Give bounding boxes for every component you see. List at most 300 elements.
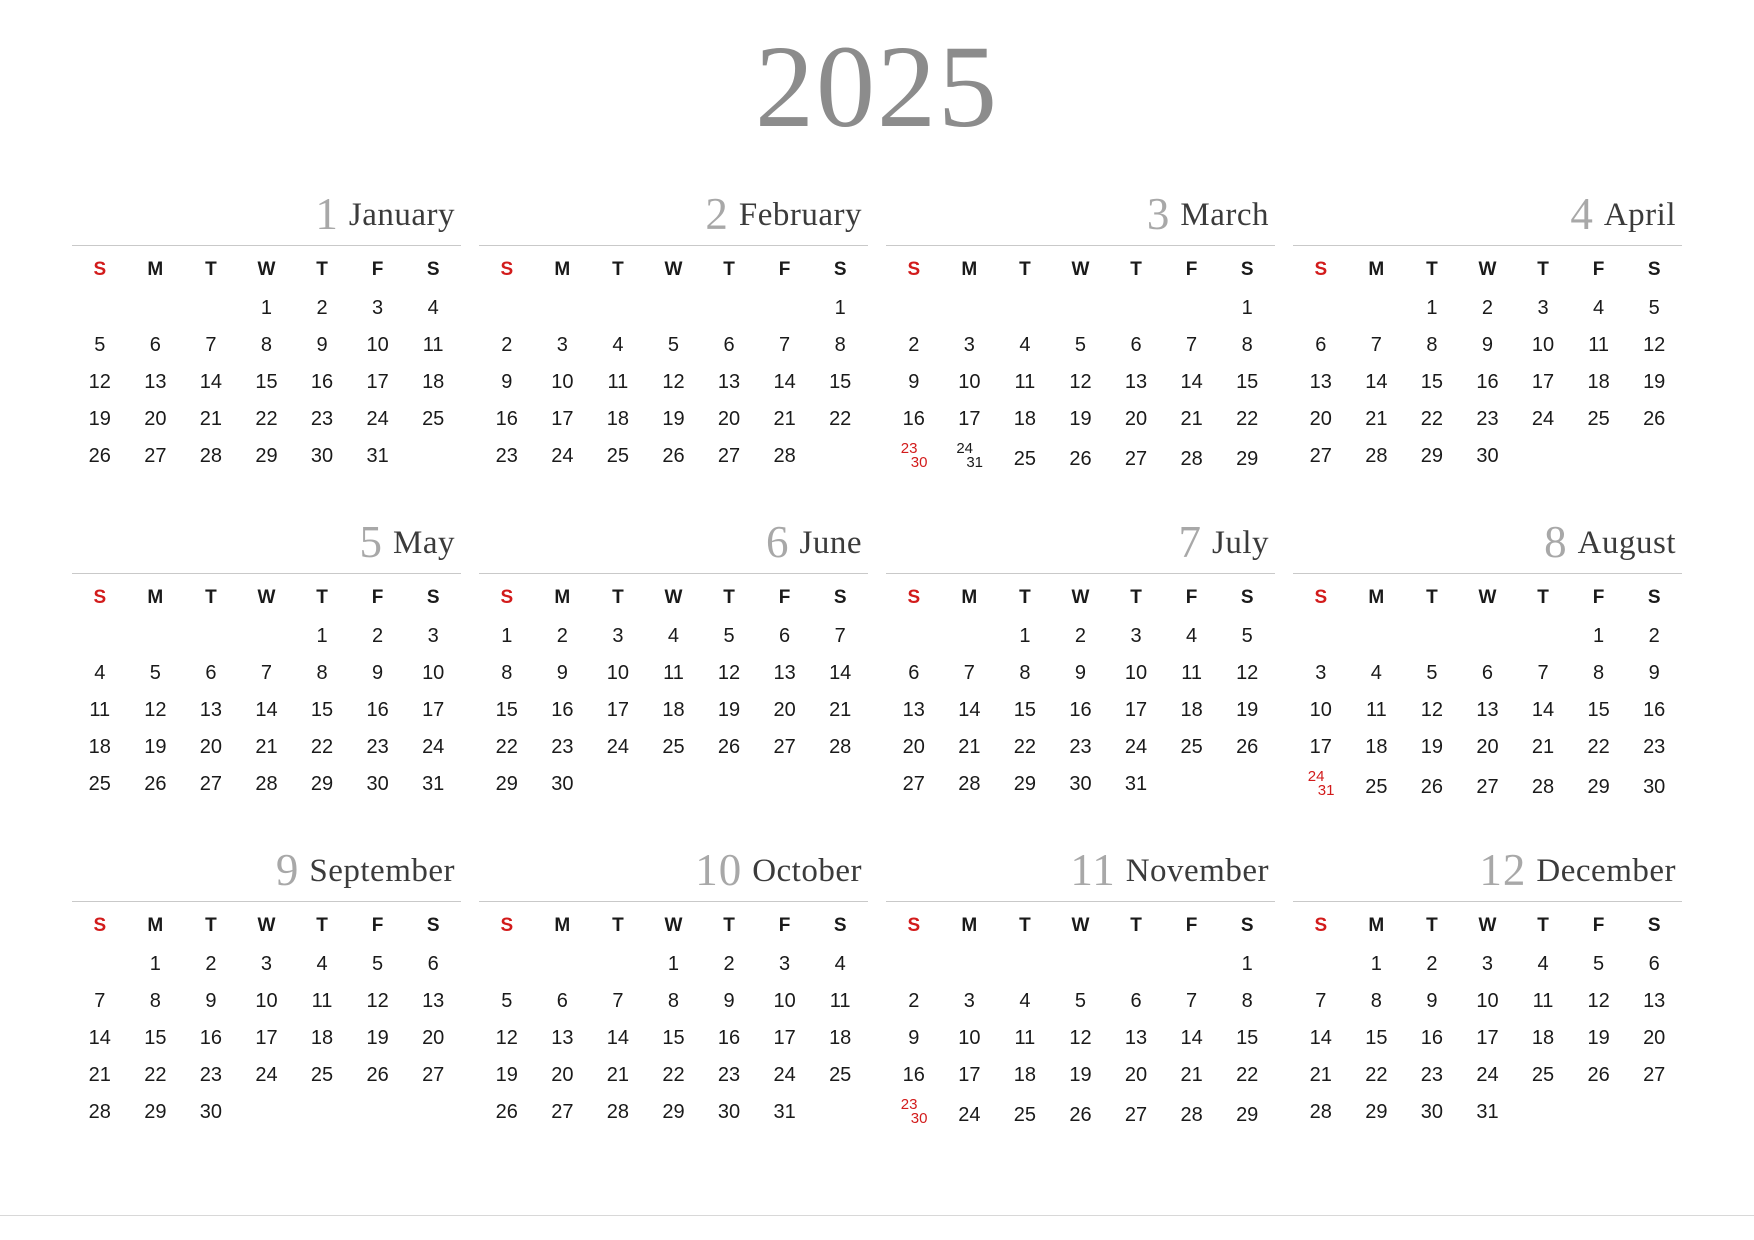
- day-cell[interactable]: 24: [422, 736, 445, 758]
- day-cell[interactable]: 9: [908, 1027, 920, 1049]
- day-cell[interactable]: 20: [551, 1064, 574, 1086]
- day-cell[interactable]: 13: [717, 371, 741, 393]
- day-cell[interactable]: 13: [551, 1027, 574, 1049]
- day-cell[interactable]: 15: [1236, 1027, 1259, 1049]
- day-cell[interactable]: 16: [717, 1027, 741, 1049]
- day-cell[interactable]: 24: [551, 445, 574, 467]
- day-cell[interactable]: 2: [908, 990, 920, 1012]
- day-cell[interactable]: 18: [662, 699, 685, 721]
- day-cell[interactable]: 13: [422, 990, 445, 1012]
- day-cell[interactable]: 25: [662, 736, 685, 758]
- day-cell[interactable]: 31: [422, 773, 445, 795]
- day-cell[interactable]: 1: [1593, 625, 1605, 647]
- day-cell[interactable]: 27: [422, 1064, 445, 1086]
- day-cell[interactable]: 4: [834, 953, 846, 975]
- day-cell[interactable]: 20: [422, 1027, 445, 1049]
- day-cell[interactable]: 19: [717, 699, 741, 721]
- day-cell[interactable]: 23: [366, 736, 389, 758]
- day-cell[interactable]: 29: [1236, 447, 1259, 470]
- day-cell[interactable]: 10: [958, 371, 981, 393]
- day-cell[interactable]: 9: [556, 662, 568, 684]
- day-cell[interactable]: 2: [908, 334, 920, 356]
- day-cell[interactable]: 5: [1074, 334, 1087, 356]
- day-cell[interactable]: 22: [310, 736, 334, 758]
- day-cell[interactable]: [886, 1094, 942, 1136]
- day-cell[interactable]: 6: [1130, 990, 1142, 1012]
- day-cell[interactable]: 8: [260, 334, 273, 356]
- day-cell[interactable]: 29: [1013, 773, 1037, 795]
- day-cell[interactable]: 22: [1420, 408, 1444, 430]
- day-cell[interactable]: 27: [1124, 447, 1148, 470]
- day-cell[interactable]: 11: [1014, 371, 1036, 393]
- day-cell[interactable]: 19: [495, 1064, 518, 1086]
- day-cell[interactable]: 9: [205, 990, 217, 1012]
- day-cell[interactable]: 9: [1426, 990, 1438, 1012]
- day-cell[interactable]: 31: [773, 1101, 796, 1123]
- day-cell[interactable]: 19: [1069, 1064, 1092, 1086]
- day-cell[interactable]: 16: [902, 1064, 925, 1086]
- day-cell[interactable]: 7: [260, 662, 273, 684]
- day-cell[interactable]: 24: [1124, 736, 1148, 758]
- day-cell[interactable]: 7: [612, 990, 624, 1012]
- day-cell[interactable]: 19: [662, 408, 685, 430]
- day-cell[interactable]: 23: [1420, 1064, 1444, 1086]
- day-cell[interactable]: 19: [1420, 736, 1444, 758]
- day-cell[interactable]: 12: [144, 699, 167, 721]
- day-cell[interactable]: 28: [606, 1101, 630, 1123]
- day-cell[interactable]: 13: [144, 371, 167, 393]
- day-cell[interactable]: 29: [662, 1101, 685, 1123]
- day-cell[interactable]: 20: [1124, 408, 1148, 430]
- day-cell[interactable]: 26: [495, 1101, 518, 1123]
- day-cell[interactable]: 13: [199, 699, 223, 721]
- day-cell[interactable]: 11: [1365, 699, 1387, 721]
- day-cell[interactable]: 1: [1370, 953, 1382, 975]
- day-cell[interactable]: 4: [667, 625, 680, 647]
- day-cell[interactable]: 25: [1365, 775, 1388, 798]
- day-cell[interactable]: 8: [1370, 990, 1382, 1012]
- day-cell[interactable]: 26: [1643, 408, 1666, 430]
- day-cell[interactable]: 22: [1013, 736, 1037, 758]
- day-cell[interactable]: 15: [1013, 699, 1037, 721]
- day-cell[interactable]: 20: [1476, 736, 1499, 758]
- day-cell[interactable]: 8: [1426, 334, 1438, 356]
- day-cell[interactable]: 5: [501, 990, 513, 1012]
- day-cell[interactable]: 6: [1130, 334, 1142, 356]
- day-cell[interactable]: 2: [316, 297, 328, 319]
- day-cell[interactable]: 17: [422, 699, 445, 721]
- day-cell[interactable]: 9: [1481, 334, 1494, 356]
- day-cell[interactable]: 5: [372, 953, 384, 975]
- day-cell[interactable]: 10: [422, 662, 445, 684]
- day-cell[interactable]: 7: [1537, 662, 1549, 684]
- day-cell[interactable]: 23: [551, 736, 574, 758]
- day-cell[interactable]: 4: [427, 297, 439, 319]
- day-cell[interactable]: 22: [1236, 408, 1259, 430]
- day-cell[interactable]: 17: [366, 371, 389, 393]
- day-cell[interactable]: 21: [773, 408, 796, 430]
- day-cell[interactable]: 5: [94, 334, 106, 356]
- day-cell[interactable]: 30: [366, 773, 389, 795]
- day-cell[interactable]: 12: [495, 1027, 518, 1049]
- day-cell[interactable]: 10: [1309, 699, 1332, 721]
- day-cell[interactable]: 8: [834, 334, 846, 356]
- day-cell[interactable]: 15: [1420, 371, 1444, 393]
- day-cell[interactable]: 20: [144, 408, 167, 430]
- day-cell[interactable]: [886, 438, 942, 480]
- day-cell[interactable]: 13: [1476, 699, 1499, 721]
- day-cell[interactable]: 1: [834, 297, 846, 319]
- day-cell[interactable]: 8: [316, 662, 328, 684]
- day-cell[interactable]: 25: [1180, 736, 1203, 758]
- day-cell[interactable]: 5: [1593, 953, 1605, 975]
- day-cell[interactable]: 6: [205, 662, 217, 684]
- day-cell[interactable]: 3: [612, 625, 624, 647]
- day-cell[interactable]: 27: [1476, 775, 1499, 798]
- day-cell[interactable]: 9: [316, 334, 328, 356]
- day-cell[interactable]: 27: [144, 445, 167, 467]
- day-cell[interactable]: 26: [1069, 447, 1092, 470]
- day-cell[interactable]: 26: [1236, 736, 1259, 758]
- day-cell[interactable]: 29: [1587, 775, 1610, 798]
- day-cell[interactable]: 16: [1643, 699, 1666, 721]
- day-cell[interactable]: 27: [1309, 445, 1332, 467]
- day-cell[interactable]: 11: [829, 990, 851, 1012]
- day-cell[interactable]: 15: [1365, 1027, 1388, 1049]
- day-cell[interactable]: 17: [1124, 699, 1148, 721]
- day-cell[interactable]: 3: [1481, 953, 1494, 975]
- day-cell[interactable]: 16: [366, 699, 389, 721]
- day-cell[interactable]: 26: [1420, 775, 1444, 798]
- day-cell[interactable]: 18: [1587, 371, 1610, 393]
- day-cell[interactable]: 16: [902, 408, 925, 430]
- day-cell[interactable]: 16: [199, 1027, 223, 1049]
- day-cell[interactable]: 12: [1069, 1027, 1092, 1049]
- day-cell[interactable]: 29: [495, 773, 518, 795]
- day-cell[interactable]: 13: [773, 662, 796, 684]
- day-cell[interactable]: 10: [551, 371, 574, 393]
- day-cell[interactable]: 2: [556, 625, 568, 647]
- day-cell[interactable]: 26: [717, 736, 741, 758]
- day-cell[interactable]: 17: [773, 1027, 796, 1049]
- day-cell[interactable]: 11: [422, 334, 444, 356]
- day-cell[interactable]: 16: [310, 371, 334, 393]
- day-cell[interactable]: 6: [1648, 953, 1660, 975]
- day-cell[interactable]: 21: [1309, 1064, 1332, 1086]
- day-cell[interactable]: 28: [1180, 1103, 1203, 1126]
- day-cell[interactable]: 16: [495, 408, 518, 430]
- day-cell[interactable]: 15: [1236, 371, 1259, 393]
- day-cell[interactable]: 8: [501, 662, 513, 684]
- day-cell[interactable]: 29: [1365, 1101, 1388, 1123]
- day-cell[interactable]: 12: [662, 371, 685, 393]
- day-cell[interactable]: 2: [372, 625, 384, 647]
- day-cell[interactable]: 2: [205, 953, 217, 975]
- day-cell[interactable]: 2: [1481, 297, 1494, 319]
- day-cell[interactable]: 17: [958, 1064, 981, 1086]
- day-cell[interactable]: 27: [1124, 1103, 1148, 1126]
- day-cell[interactable]: 28: [1180, 447, 1203, 470]
- day-cell[interactable]: 28: [958, 773, 981, 795]
- day-cell[interactable]: 15: [495, 699, 518, 721]
- day-cell[interactable]: 5: [1241, 625, 1253, 647]
- day-cell[interactable]: 4: [1019, 990, 1031, 1012]
- day-cell[interactable]: [942, 438, 998, 480]
- day-cell[interactable]: 31: [1124, 773, 1148, 795]
- day-cell[interactable]: 14: [88, 1027, 111, 1049]
- day-cell[interactable]: 30: [717, 1101, 741, 1123]
- day-cell[interactable]: 22: [1365, 1064, 1388, 1086]
- day-cell[interactable]: 18: [1013, 1064, 1037, 1086]
- day-cell[interactable]: 12: [1069, 371, 1092, 393]
- day-cell[interactable]: 30: [1069, 773, 1092, 795]
- day-cell[interactable]: 22: [144, 1064, 167, 1086]
- day-cell[interactable]: 17: [1476, 1027, 1499, 1049]
- day-cell[interactable]: 24: [366, 408, 389, 430]
- day-cell[interactable]: 21: [606, 1064, 630, 1086]
- day-cell[interactable]: 21: [1180, 1064, 1203, 1086]
- day-cell[interactable]: 10: [255, 990, 278, 1012]
- day-cell[interactable]: 14: [1180, 1027, 1203, 1049]
- day-cell[interactable]: 17: [1309, 736, 1332, 758]
- day-cell[interactable]: 15: [255, 371, 278, 393]
- day-cell[interactable]: 30: [551, 773, 574, 795]
- day-cell[interactable]: 29: [310, 773, 334, 795]
- day-cell[interactable]: 1: [667, 953, 680, 975]
- day-cell[interactable]: 3: [260, 953, 273, 975]
- day-cell[interactable]: 17: [1531, 371, 1555, 393]
- day-cell[interactable]: 5: [723, 625, 735, 647]
- day-cell[interactable]: 21: [829, 699, 852, 721]
- day-cell[interactable]: 25: [606, 445, 630, 467]
- day-cell[interactable]: 11: [1014, 1027, 1036, 1049]
- day-cell[interactable]: 13: [1124, 1027, 1148, 1049]
- day-cell[interactable]: 5: [1074, 990, 1087, 1012]
- day-cell[interactable]: 28: [1309, 1101, 1332, 1123]
- day-cell[interactable]: 22: [255, 408, 278, 430]
- day-cell[interactable]: 23: [1643, 736, 1666, 758]
- day-cell[interactable]: 28: [199, 445, 223, 467]
- day-cell[interactable]: 22: [495, 736, 518, 758]
- day-cell[interactable]: 27: [773, 736, 796, 758]
- day-cell[interactable]: 8: [667, 990, 680, 1012]
- day-cell[interactable]: 10: [773, 990, 796, 1012]
- day-cell[interactable]: 3: [427, 625, 439, 647]
- day-cell[interactable]: 16: [1476, 371, 1499, 393]
- day-cell[interactable]: 15: [310, 699, 334, 721]
- day-cell[interactable]: 18: [88, 736, 111, 758]
- day-cell[interactable]: 4: [1537, 953, 1549, 975]
- day-cell[interactable]: 24: [773, 1064, 796, 1086]
- day-cell[interactable]: 11: [607, 371, 629, 393]
- day-cell[interactable]: 20: [902, 736, 925, 758]
- day-cell[interactable]: 9: [372, 662, 384, 684]
- day-cell[interactable]: 23: [1069, 736, 1092, 758]
- day-cell[interactable]: 14: [773, 371, 796, 393]
- day-cell[interactable]: 10: [1531, 334, 1555, 356]
- day-cell[interactable]: 20: [717, 408, 741, 430]
- day-cell[interactable]: 12: [88, 371, 111, 393]
- day-cell[interactable]: 20: [1643, 1027, 1666, 1049]
- day-cell[interactable]: 19: [1069, 408, 1092, 430]
- day-cell[interactable]: 13: [902, 699, 925, 721]
- day-cell[interactable]: 21: [1180, 408, 1203, 430]
- day-cell[interactable]: 23: [1476, 408, 1499, 430]
- day-cell[interactable]: 15: [662, 1027, 685, 1049]
- day-cell[interactable]: 25: [422, 408, 445, 430]
- day-cell[interactable]: 30: [1476, 445, 1499, 467]
- day-cell[interactable]: 8: [1241, 990, 1253, 1012]
- day-cell[interactable]: 13: [1309, 371, 1332, 393]
- day-cell[interactable]: 29: [255, 445, 278, 467]
- day-cell[interactable]: 14: [1180, 371, 1203, 393]
- day-cell[interactable]: 13: [1124, 371, 1148, 393]
- day-cell[interactable]: 4: [612, 334, 624, 356]
- day-cell[interactable]: 26: [144, 773, 167, 795]
- day-cell[interactable]: 1: [1241, 953, 1253, 975]
- day-cell[interactable]: 3: [963, 334, 975, 356]
- day-cell[interactable]: 22: [1587, 736, 1610, 758]
- day-cell[interactable]: 24: [606, 736, 630, 758]
- day-cell[interactable]: 1: [1019, 625, 1031, 647]
- day-cell[interactable]: 24: [255, 1064, 278, 1086]
- day-cell[interactable]: 14: [1365, 371, 1388, 393]
- day-cell[interactable]: 28: [88, 1101, 111, 1123]
- day-cell[interactable]: 3: [556, 334, 568, 356]
- day-cell[interactable]: 9: [1648, 662, 1660, 684]
- day-cell[interactable]: 27: [199, 773, 223, 795]
- day-cell[interactable]: 11: [311, 990, 333, 1012]
- day-cell[interactable]: 27: [717, 445, 741, 467]
- day-cell[interactable]: 12: [1643, 334, 1666, 356]
- day-cell[interactable]: 24: [1476, 1064, 1499, 1086]
- day-cell[interactable]: 6: [1315, 334, 1327, 356]
- day-cell[interactable]: 17: [958, 408, 981, 430]
- day-cell[interactable]: 5: [149, 662, 161, 684]
- day-cell[interactable]: 18: [829, 1027, 852, 1049]
- day-cell[interactable]: 25: [310, 1064, 334, 1086]
- day-cell[interactable]: 19: [1236, 699, 1259, 721]
- day-cell[interactable]: 22: [1236, 1064, 1259, 1086]
- day-cell[interactable]: 2: [1074, 625, 1087, 647]
- day-cell[interactable]: 21: [255, 736, 278, 758]
- day-cell[interactable]: 6: [149, 334, 161, 356]
- day-cell[interactable]: 19: [1643, 371, 1666, 393]
- day-cell[interactable]: 15: [1587, 699, 1610, 721]
- day-cell[interactable]: 2: [723, 953, 735, 975]
- day-cell[interactable]: 12: [366, 990, 389, 1012]
- day-cell[interactable]: 23: [199, 1064, 223, 1086]
- day-cell[interactable]: 5: [1426, 662, 1438, 684]
- day-cell[interactable]: 20: [1309, 408, 1332, 430]
- day-cell[interactable]: 3: [779, 953, 791, 975]
- day-cell[interactable]: 28: [829, 736, 852, 758]
- day-cell[interactable]: 14: [1309, 1027, 1332, 1049]
- day-cell[interactable]: 23: [310, 408, 334, 430]
- day-cell[interactable]: 14: [255, 699, 278, 721]
- day-cell[interactable]: 16: [1069, 699, 1092, 721]
- day-cell[interactable]: 3: [963, 990, 975, 1012]
- day-cell[interactable]: 12: [1420, 699, 1444, 721]
- day-cell[interactable]: 14: [829, 662, 852, 684]
- day-cell[interactable]: 21: [1365, 408, 1388, 430]
- day-cell[interactable]: 7: [1186, 990, 1198, 1012]
- day-cell[interactable]: 2: [1648, 625, 1660, 647]
- day-cell[interactable]: 5: [667, 334, 680, 356]
- day-cell[interactable]: 25: [1013, 1103, 1037, 1126]
- day-cell[interactable]: 7: [834, 625, 846, 647]
- day-cell[interactable]: 16: [551, 699, 574, 721]
- day-cell[interactable]: 28: [1365, 445, 1388, 467]
- day-cell[interactable]: 4: [1593, 297, 1605, 319]
- day-cell[interactable]: 6: [427, 953, 439, 975]
- day-cell[interactable]: 11: [1588, 334, 1609, 356]
- day-cell[interactable]: 1: [501, 625, 513, 647]
- day-cell[interactable]: 26: [1069, 1103, 1092, 1126]
- day-cell[interactable]: 30: [1420, 1101, 1444, 1123]
- day-cell[interactable]: 10: [1476, 990, 1499, 1012]
- day-cell[interactable]: 19: [366, 1027, 389, 1049]
- day-cell[interactable]: 9: [1074, 662, 1087, 684]
- day-cell[interactable]: 5: [1648, 297, 1660, 319]
- day-cell[interactable]: 24: [1531, 408, 1555, 430]
- day-cell[interactable]: 2: [1426, 953, 1438, 975]
- day-cell[interactable]: 14: [199, 371, 223, 393]
- day-cell[interactable]: 1: [1426, 297, 1438, 319]
- day-cell[interactable]: 11: [89, 699, 111, 721]
- day-cell[interactable]: 21: [1531, 736, 1555, 758]
- day-cell[interactable]: 4: [316, 953, 328, 975]
- day-cell[interactable]: 31: [366, 445, 389, 467]
- day-cell[interactable]: 1: [316, 625, 328, 647]
- day-cell[interactable]: 22: [829, 408, 852, 430]
- day-cell[interactable]: 27: [551, 1101, 574, 1123]
- day-cell[interactable]: 8: [149, 990, 161, 1012]
- day-cell[interactable]: 7: [1186, 334, 1198, 356]
- day-cell[interactable]: 26: [662, 445, 685, 467]
- day-cell[interactable]: [1293, 766, 1349, 808]
- day-cell[interactable]: 25: [88, 773, 111, 795]
- day-cell[interactable]: 3: [1537, 297, 1549, 319]
- day-cell[interactable]: 6: [556, 990, 568, 1012]
- day-cell[interactable]: 8: [1019, 662, 1031, 684]
- day-cell[interactable]: 25: [1587, 408, 1610, 430]
- day-cell[interactable]: 4: [1186, 625, 1198, 647]
- day-cell[interactable]: 8: [1593, 662, 1605, 684]
- day-cell[interactable]: 27: [902, 773, 925, 795]
- day-cell[interactable]: 7: [94, 990, 106, 1012]
- day-cell[interactable]: 25: [829, 1064, 852, 1086]
- day-cell[interactable]: 7: [205, 334, 217, 356]
- day-cell[interactable]: 15: [829, 371, 852, 393]
- day-cell[interactable]: 8: [1241, 334, 1253, 356]
- day-cell[interactable]: 18: [1365, 736, 1388, 758]
- day-cell[interactable]: 9: [501, 371, 513, 393]
- day-cell[interactable]: 9: [723, 990, 735, 1012]
- day-cell[interactable]: 18: [310, 1027, 334, 1049]
- day-cell[interactable]: 6: [908, 662, 920, 684]
- day-cell[interactable]: 26: [88, 445, 111, 467]
- day-cell[interactable]: 29: [1236, 1103, 1259, 1126]
- day-cell[interactable]: 10: [958, 1027, 981, 1049]
- day-cell[interactable]: 20: [1124, 1064, 1148, 1086]
- day-cell[interactable]: 30: [310, 445, 334, 467]
- day-cell[interactable]: 1: [1241, 297, 1253, 319]
- day-cell[interactable]: 26: [1587, 1064, 1610, 1086]
- day-cell[interactable]: 3: [1130, 625, 1142, 647]
- day-cell[interactable]: 29: [144, 1101, 167, 1123]
- day-cell[interactable]: 18: [1013, 408, 1037, 430]
